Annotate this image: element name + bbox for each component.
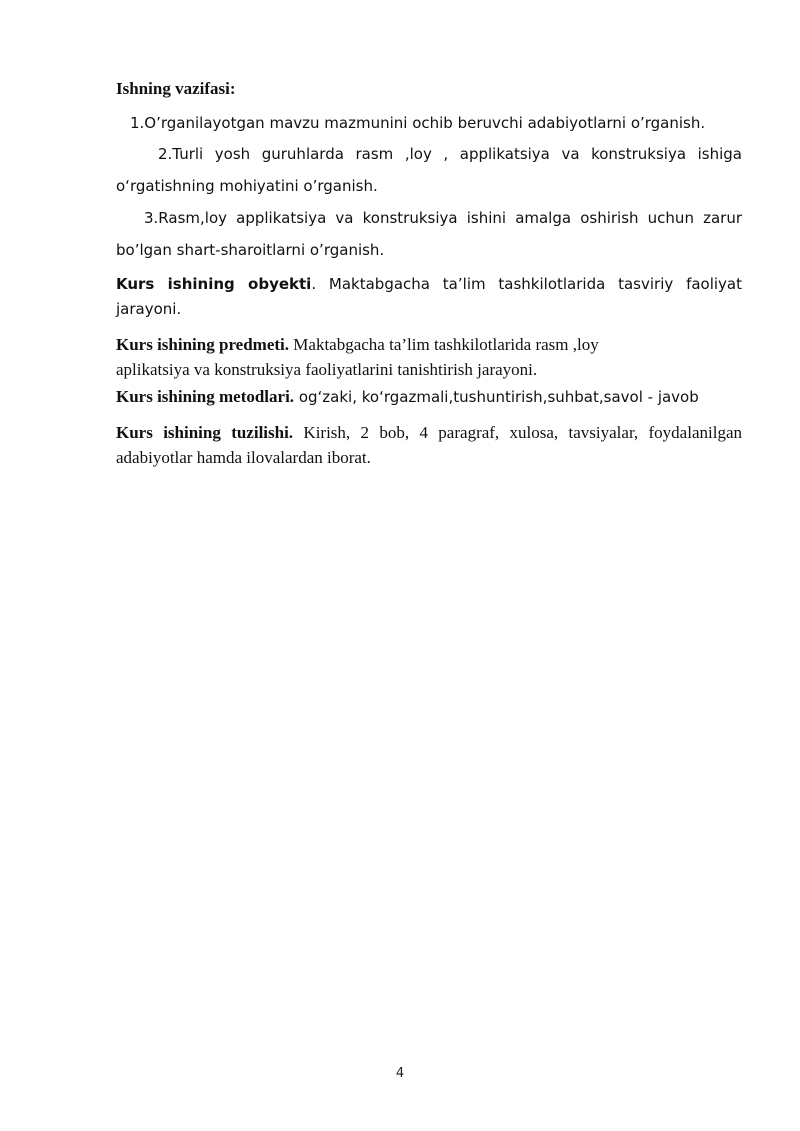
course-object-label: Kurs ishining obyekti [116, 275, 312, 293]
course-methods-text: og‘zaki, ko‘rgazmali,tushuntirish,suhbat,savol - javob [294, 388, 699, 406]
course-object-text: . Maktabgacha ta’lim tashkilotlarida tasviriy faoliyat jarayoni. [116, 275, 743, 318]
page-content [116, 78, 742, 470]
course-methods-label: Kurs ishining metodlari. [116, 387, 295, 406]
course-object-paragraph [116, 272, 742, 322]
course-structure-label: Kurs ishining tuzilishi. [116, 423, 294, 442]
page-number: 4 [395, 1066, 405, 1081]
course-structure-text: Kirish, 2 bob, 4 paragraf, xulosa, tavsiyalar, foydalanilgan adabiyotlar hamda ilovalardan iborat. [116, 423, 742, 467]
course-subject-text-continued: aplikatsiya va konstruksiya faoliyatlarini tanishtirish jarayoni. [116, 360, 538, 379]
task-item-3: 3.Rasm,loy applikatsiya va konstruksiya ishini amalga oshirish uchun zarur bo’lgan shart-sharoitlarni o’rganish. [116, 209, 742, 259]
course-subject-label: Kurs ishining predmeti. [116, 335, 290, 354]
task-item-2: 2.Turli yosh guruhlarda rasm ,loy , applikatsiya va konstruksiya ishiga o‘rgatishning mohiyatini o’rganish. [116, 145, 742, 195]
course-subject-paragraph [116, 332, 742, 382]
course-methods-paragraph [116, 384, 742, 410]
course-structure-paragraph [116, 420, 742, 470]
task-item-1: 1.O’rganilayotgan mavzu mazmunini ochib beruvchi adabiyotlarni o’rganish. [130, 114, 706, 132]
course-subject-text: Maktabgacha ta’lim tashkilotlarida rasm ,loy [289, 335, 599, 354]
section-heading: Ishning vazifasi: [116, 79, 236, 98]
